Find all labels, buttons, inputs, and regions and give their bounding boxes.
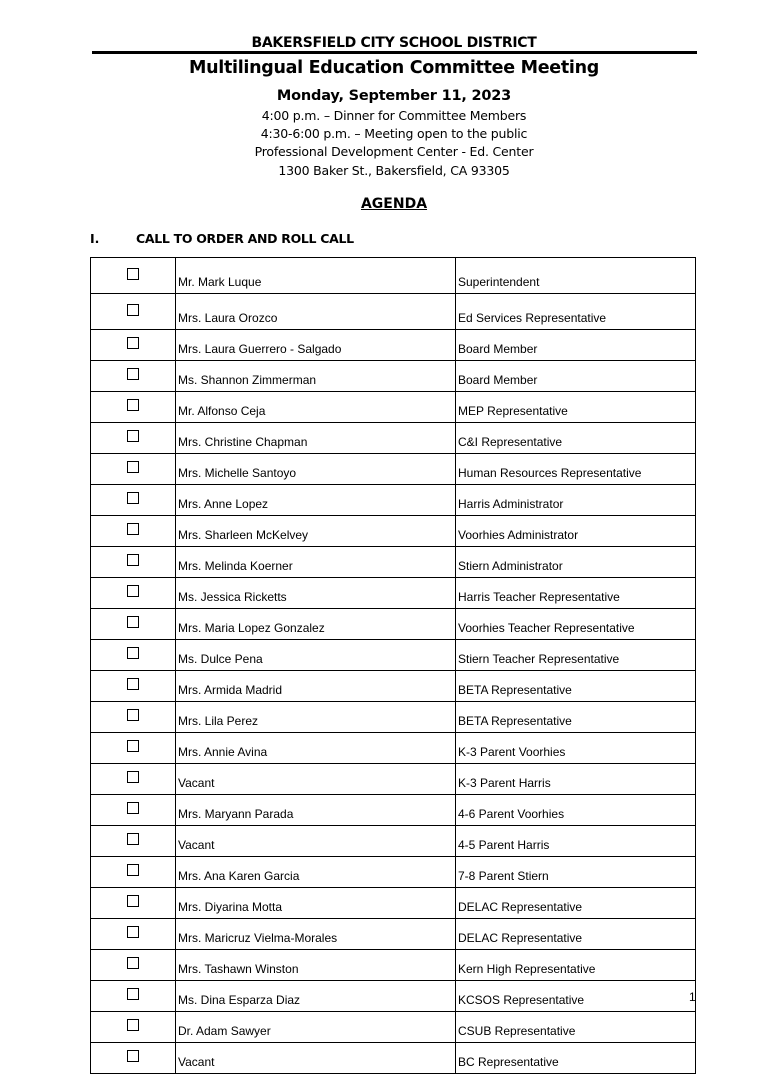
table-row bbox=[91, 950, 696, 981]
member-role: 7-8 Parent Stiern bbox=[456, 857, 696, 888]
table-row bbox=[91, 392, 696, 423]
attendance-checkbox[interactable] bbox=[127, 771, 139, 783]
attendance-cell bbox=[91, 950, 176, 981]
member-role: Voorhies Administrator bbox=[456, 516, 696, 547]
agenda-heading: AGENDA bbox=[360, 196, 428, 212]
attendance-cell bbox=[91, 733, 176, 764]
roll-call-table bbox=[90, 257, 696, 1074]
attendance-checkbox[interactable] bbox=[127, 268, 139, 280]
member-role: Superintendent bbox=[456, 258, 696, 294]
attendance-checkbox[interactable] bbox=[127, 895, 139, 907]
attendance-checkbox[interactable] bbox=[127, 1050, 139, 1062]
member-name: Mrs. Laura Guerrero - Salgado bbox=[176, 330, 456, 361]
attendance-cell bbox=[91, 454, 176, 485]
attendance-checkbox[interactable] bbox=[127, 926, 139, 938]
meeting-date: Monday, September 11, 2023 bbox=[276, 88, 512, 104]
member-name: Mrs. Maryann Parada bbox=[176, 795, 456, 826]
member-name: Mrs. Tashawn Winston bbox=[176, 950, 456, 981]
member-role: Board Member bbox=[456, 330, 696, 361]
table-row bbox=[91, 764, 696, 795]
attendance-checkbox[interactable] bbox=[127, 988, 139, 1000]
member-role: 4-5 Parent Harris bbox=[456, 826, 696, 857]
member-name: Mrs. Lila Perez bbox=[176, 702, 456, 733]
attendance-cell bbox=[91, 578, 176, 609]
member-name: Vacant bbox=[176, 826, 456, 857]
attendance-checkbox[interactable] bbox=[127, 304, 139, 316]
table-row bbox=[91, 423, 696, 454]
attendance-checkbox[interactable] bbox=[127, 740, 139, 752]
attendance-cell bbox=[91, 516, 176, 547]
attendance-checkbox[interactable] bbox=[127, 678, 139, 690]
info-line-dinner: 4:00 p.m. – Dinner for Committee Members bbox=[261, 108, 527, 123]
table-row bbox=[91, 981, 696, 1012]
member-name: Mrs. Armida Madrid bbox=[176, 671, 456, 702]
section-title: CALL TO ORDER AND ROLL CALL bbox=[136, 231, 354, 246]
attendance-cell bbox=[91, 485, 176, 516]
member-name: Mr. Mark Luque bbox=[176, 258, 456, 294]
attendance-checkbox[interactable] bbox=[127, 554, 139, 566]
table-row bbox=[91, 640, 696, 671]
member-role: DELAC Representative bbox=[456, 888, 696, 919]
attendance-checkbox[interactable] bbox=[127, 585, 139, 597]
page-number: 1 bbox=[689, 990, 696, 1004]
member-name: Ms. Shannon Zimmerman bbox=[176, 361, 456, 392]
attendance-cell bbox=[91, 888, 176, 919]
meeting-title: Multilingual Education Committee Meeting bbox=[188, 58, 600, 78]
attendance-cell bbox=[91, 547, 176, 578]
member-role: MEP Representative bbox=[456, 392, 696, 423]
attendance-cell bbox=[91, 1043, 176, 1074]
member-name: Mrs. Annie Avina bbox=[176, 733, 456, 764]
attendance-checkbox[interactable] bbox=[127, 957, 139, 969]
attendance-checkbox[interactable] bbox=[127, 399, 139, 411]
attendance-checkbox[interactable] bbox=[127, 833, 139, 845]
table-row bbox=[91, 361, 696, 392]
attendance-checkbox[interactable] bbox=[127, 616, 139, 628]
attendance-cell bbox=[91, 258, 176, 294]
section-number: I. bbox=[90, 231, 100, 246]
table-row bbox=[91, 888, 696, 919]
attendance-checkbox[interactable] bbox=[127, 864, 139, 876]
info-line-meeting-time: 4:30-6:00 p.m. – Meeting open to the public bbox=[260, 126, 528, 141]
member-role: KCSOS Representative bbox=[456, 981, 696, 1012]
table-row bbox=[91, 454, 696, 485]
member-name: Mr. Alfonso Ceja bbox=[176, 392, 456, 423]
member-role: Stiern Administrator bbox=[456, 547, 696, 578]
member-name: Mrs. Diyarina Motta bbox=[176, 888, 456, 919]
attendance-checkbox[interactable] bbox=[127, 709, 139, 721]
member-role: Ed Services Representative bbox=[456, 294, 696, 330]
table-row bbox=[91, 516, 696, 547]
attendance-cell bbox=[91, 764, 176, 795]
attendance-checkbox[interactable] bbox=[127, 461, 139, 473]
attendance-checkbox[interactable] bbox=[127, 337, 139, 349]
info-line-address: 1300 Baker St., Bakersfield, CA 93305 bbox=[278, 163, 510, 178]
attendance-cell bbox=[91, 795, 176, 826]
table-row bbox=[91, 857, 696, 888]
member-name: Mrs. Christine Chapman bbox=[176, 423, 456, 454]
table-row bbox=[91, 795, 696, 826]
attendance-checkbox[interactable] bbox=[127, 647, 139, 659]
table-row bbox=[91, 671, 696, 702]
attendance-checkbox[interactable] bbox=[127, 492, 139, 504]
attendance-checkbox[interactable] bbox=[127, 368, 139, 380]
attendance-cell bbox=[91, 330, 176, 361]
member-name: Mrs. Maria Lopez Gonzalez bbox=[176, 609, 456, 640]
attendance-checkbox[interactable] bbox=[127, 802, 139, 814]
table-row bbox=[91, 485, 696, 516]
member-name: Dr. Adam Sawyer bbox=[176, 1012, 456, 1043]
member-name: Mrs. Maricruz Vielma-Morales bbox=[176, 919, 456, 950]
member-role: K-3 Parent Voorhies bbox=[456, 733, 696, 764]
member-role: C&I Representative bbox=[456, 423, 696, 454]
member-role: Kern High Representative bbox=[456, 950, 696, 981]
table-row bbox=[91, 547, 696, 578]
attendance-cell bbox=[91, 826, 176, 857]
table-row bbox=[91, 733, 696, 764]
member-name: Ms. Dina Esparza Diaz bbox=[176, 981, 456, 1012]
attendance-checkbox[interactable] bbox=[127, 523, 139, 535]
member-name: Ms. Dulce Pena bbox=[176, 640, 456, 671]
member-role: K-3 Parent Harris bbox=[456, 764, 696, 795]
info-line-location: Professional Development Center - Ed. Center bbox=[254, 144, 534, 159]
member-name: Vacant bbox=[176, 1043, 456, 1074]
header-rule bbox=[92, 51, 697, 54]
attendance-cell bbox=[91, 361, 176, 392]
attendance-cell bbox=[91, 609, 176, 640]
member-name: Mrs. Michelle Santoyo bbox=[176, 454, 456, 485]
member-name: Ms. Jessica Ricketts bbox=[176, 578, 456, 609]
attendance-checkbox[interactable] bbox=[127, 1019, 139, 1031]
attendance-cell bbox=[91, 640, 176, 671]
table-row bbox=[91, 294, 696, 330]
member-role: BETA Representative bbox=[456, 671, 696, 702]
table-row bbox=[91, 258, 696, 294]
attendance-cell bbox=[91, 857, 176, 888]
member-role: Human Resources Representative bbox=[456, 454, 696, 485]
table-row bbox=[91, 330, 696, 361]
district-name: BAKERSFIELD CITY SCHOOL DISTRICT bbox=[251, 35, 537, 51]
attendance-checkbox[interactable] bbox=[127, 430, 139, 442]
attendance-cell bbox=[91, 1012, 176, 1043]
table-row bbox=[91, 826, 696, 857]
table-row bbox=[91, 702, 696, 733]
attendance-cell bbox=[91, 919, 176, 950]
member-role: 4-6 Parent Voorhies bbox=[456, 795, 696, 826]
attendance-cell bbox=[91, 294, 176, 330]
table-row bbox=[91, 609, 696, 640]
member-role: Voorhies Teacher Representative bbox=[456, 609, 696, 640]
attendance-cell bbox=[91, 981, 176, 1012]
member-name: Vacant bbox=[176, 764, 456, 795]
member-name: Mrs. Sharleen McKelvey bbox=[176, 516, 456, 547]
member-role: DELAC Representative bbox=[456, 919, 696, 950]
table-row bbox=[91, 1043, 696, 1074]
member-role: BC Representative bbox=[456, 1043, 696, 1074]
table-row bbox=[91, 919, 696, 950]
member-name: Mrs. Laura Orozco bbox=[176, 294, 456, 330]
member-role: Harris Administrator bbox=[456, 485, 696, 516]
attendance-cell bbox=[91, 671, 176, 702]
member-role: Harris Teacher Representative bbox=[456, 578, 696, 609]
member-name: Mrs. Ana Karen Garcia bbox=[176, 857, 456, 888]
member-name: Mrs. Anne Lopez bbox=[176, 485, 456, 516]
table-row bbox=[91, 1012, 696, 1043]
member-role: Stiern Teacher Representative bbox=[456, 640, 696, 671]
table-row bbox=[91, 578, 696, 609]
member-role: BETA Representative bbox=[456, 702, 696, 733]
member-name: Mrs. Melinda Koerner bbox=[176, 547, 456, 578]
member-role: CSUB Representative bbox=[456, 1012, 696, 1043]
attendance-cell bbox=[91, 423, 176, 454]
member-role: Board Member bbox=[456, 361, 696, 392]
attendance-cell bbox=[91, 702, 176, 733]
attendance-cell bbox=[91, 392, 176, 423]
